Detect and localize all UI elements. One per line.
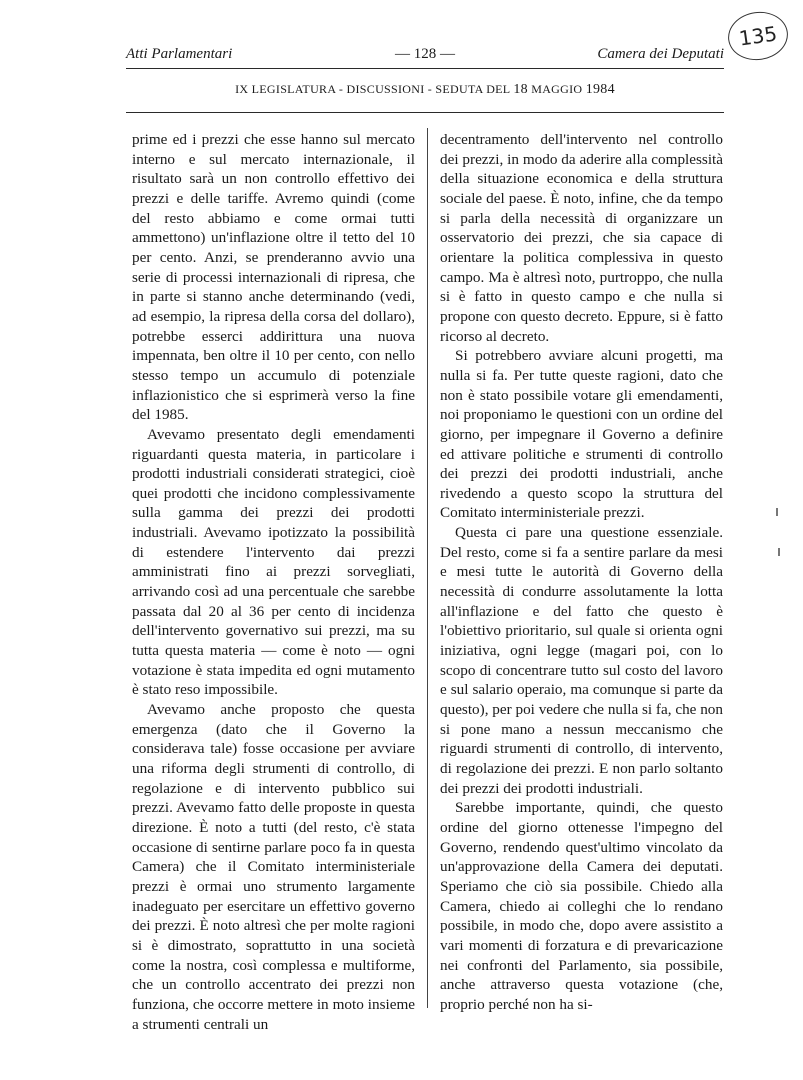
session-month: MAGGIO <box>531 82 583 96</box>
left-text-column <box>132 130 415 1034</box>
scan-speck <box>778 548 780 556</box>
session-day: 18 <box>513 82 528 97</box>
legislature-label: IX LEGISLATURA - DISCUSSIONI - SEDUTA DEL <box>235 82 510 96</box>
paragraph: prime ed i prezzi che esse hanno sul mercato interno e sul mercato internazionale, il risultato sarà un non controllo effettivo dei prezzi e delle tariffe. Avremo quindi (come del resto abbiamo e come ormai tutti ammettono) un'inflazione oltre il tetto del 10 per cento. Anzi, se prenderanno avvio una serie di processi internazionali di ripresa, che in parte si stanno anche determinando (vedi, ad esempio, la ripresa della corsa del dollaro), potrebbe esserci addirittura una nuova impennata, ben oltre il 10 per cento, con nello stesso tempo un accumulo di potenziale inflazionistico che si esprimerà verso la fine del 1985. <box>132 131 415 424</box>
scan-speck <box>776 508 778 516</box>
session-subheader <box>126 82 724 98</box>
publication-title: Atti Parlamentari <box>126 46 233 62</box>
right-text-column <box>440 130 723 1015</box>
paragraph: Avevamo presentato degli emendamenti riguardanti questa materia, in particolare i prodotti industriali considerati strategici, cioè quei prodotti che incidono complessivamente sulla gamma dei prezzi dei prodotti industriali. Avevamo ipotizzato la possibilità di estendere l'intervento dai prezzi amministrati fino ai prezzi sorvegliati, arrivando così ad una percentuale che sarebbe passata dal 20 al 36 per cento di incidenza dell'intervento governativo sui prezzi, ma su tutta questa materia — come è noto — ogni votazione è stata impedita ed ogni mutamento è stato reso impossibile. <box>132 425 415 699</box>
paragraph: Sarebbe importante, quindi, che questo ordine del giorno ottenesse l'impegno del Governo, rendendo quest'ultimo vincolato da un'approvazione della Camera dei deputati. Speriamo che ciò sia possibile. Chiedo alla Camera, chiedo ai colleghi che lo rendano possibile, in modo che, dopo avere assistito a vari momenti di forzatura e di prevaricazione nei confronti del Parlamento, sia possibile, anche attraverso questa votazione (che, proprio perché non ha si- <box>440 799 723 1013</box>
handwritten-page-stamp: 135 <box>725 8 791 64</box>
chamber-name: Camera dei Deputati <box>597 46 724 62</box>
column-divider <box>427 128 428 1008</box>
session-year: 1984 <box>585 82 615 97</box>
page-header <box>126 44 724 66</box>
paragraph: decentramento dell'intervento nel controllo dei prezzi, in modo da aderire alla complessità della situazione economica e della struttura sociale del paese. È noto, infine, che da tempo si parla della necessità di organizzare un osservatorio dei prezzi, che sia capace di orientare la politica complessiva in questo campo. Ma è altresì noto, purtroppo, che nulla si è fatto in questo campo e che nulla si propone con questo decreto. Eppure, si è fatto ricorso al decreto. <box>440 131 723 345</box>
header-rule <box>126 68 724 69</box>
paragraph: Avevamo anche proposto che questa emergenza (dato che il Governo la considerava tale) fosse occasione per avviare una riforma degli strumenti di controllo, di regolazione e di intervento pubblico sui prezzi. Avevamo fatto delle proposte in questa direzione. È noto a tutti (del resto, c'è stata occasione di sentirne parlare poco fa in questa Camera) che il Comitato interministeriale prezzi è ormai uno strumento largamente inadeguato per esercitare un effettivo governo dei prezzi. È noto altresì che per molte ragioni si è dimostrato, soprattutto in una società come la nostra, così complessa e multiforme, che un controllo accentrato dei prezzi non funziona, che occorre mettere in moto insieme a strumenti centrali un <box>132 701 415 1033</box>
subheader-rule <box>126 112 724 113</box>
paragraph: Si potrebbero avviare alcuni progetti, ma nulla si fa. Per tutte queste ragioni, dato che non è stato possibile votare gli emendamenti, noi proponiamo le questioni con un ordine del giorno, per impegnare il Governo a definire ed attivare politiche e strumenti di controllo dei prezzi dei prodotti industriali, anche rivedendo a questo scopo la struttura del Comitato interministeriale prezzi. <box>440 347 723 522</box>
page-number: — 128 — <box>395 46 455 62</box>
paragraph: Questa ci pare una questione essenziale. Del resto, come si fa a sentire parlare da mesi e mesi tutte le autorità di Governo della necessità di condurre assolutamente la lotta all'inflazione e del fatto che questo è l'obiettivo prioritario, sul quale si orienta ogni iniziativa, ogni legge (magari poi, con lo scopo di concentrare tutto sul costo del lavoro e sul salario operaio, ma comunque si parte da questo), per poi vedere che nulla si fa, che non si pone mano a nessun meccanismo che riguardi strumenti di controllo, di intervento, di regolazione dei prezzi. E non parlo soltanto dei prezzi dei prodotti industriali. <box>440 524 723 797</box>
